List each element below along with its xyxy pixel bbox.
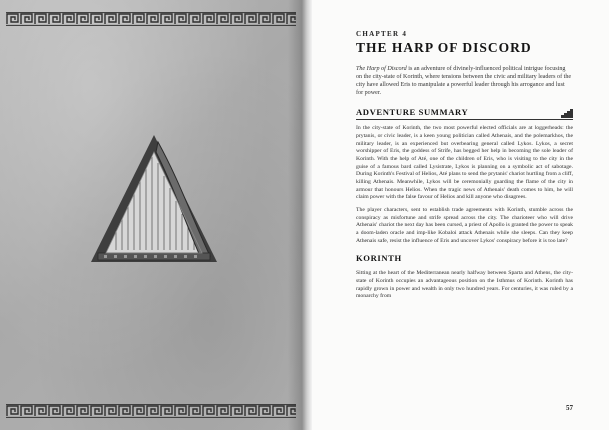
greek-meander-top-icon bbox=[6, 12, 296, 26]
intro-title: The Harp of Discord bbox=[356, 66, 407, 72]
harp-triangle-icon bbox=[88, 132, 220, 267]
chapter-title: THE HARP OF DISCORD bbox=[356, 40, 532, 55]
summary-paragraph-1: In the city-state of Korinth, the two most powerful elected officials are at loggerheads: the prytanis, or civic leader, is a keen young politician called Athenais, and the polemarkhos, the military leader, is an experienced but overbearing general called Lykos. Lykos, a secret worshipper of Eris, the goddess of Strife, has begged her help in becoming the sole leader of Korinth. With the help of Até, one of the children of Eris, who is visiting to the city in the guise of a famous bard called Lysistrate, Lykos is planning on a symbolic act of sabotage. During Korinth's Festival of Helios, Até plans to send the prytanis' chariot hurtling from a cliff, killing Athenais. Meanwhile, Lykos will be ceremonially guarding the flame of the city in armour that honours Helios. When the tragic news of Athenais' death comes to him, he will claim power with the false favour of Helios and kill anyone who disagrees. bbox=[356, 125, 573, 201]
section-heading-text: ADVENTURE SUMMARY bbox=[356, 107, 469, 118]
greek-meander-bottom-icon bbox=[6, 404, 296, 418]
chapter-label: CHAPTER 4 bbox=[356, 30, 408, 38]
right-page bbox=[312, 0, 609, 430]
section-heading-adventure-summary bbox=[356, 107, 573, 120]
intro-text: is an adventure of divinely-influenced political intrigue focusing on the city-state of Korinth, where tensions between the civic and military leaders of the city have allowed Eris to manipulate a powerful leader through his arrogance and lust for power. bbox=[356, 66, 572, 97]
intro-paragraph bbox=[356, 65, 573, 97]
heading-step-ornament-icon bbox=[561, 109, 573, 118]
left-page bbox=[0, 0, 302, 430]
book-gutter bbox=[302, 0, 312, 430]
summary-paragraph-2: The player characters, sent to establish trade agreements with Korinth, stumble across the conspiracy as misfortune and strife spread across the city. The charioteer who will drive Athenais' chariot the next day has been cursed, a priest of Apollo is granted the power to speak a doom-laden oracle and imp-like Kobaloi attack Athenais while she sleeps. Can they keep Athenais safe, resist the influence of Eris and uncover Lykos' conspiracy before it is too late? bbox=[356, 206, 573, 244]
section-heading-korinth: KORINTH bbox=[356, 253, 402, 264]
korinth-paragraph: Sitting at the heart of the Mediterranean nearly halfway between Sparta and Athens, the city-state of Korinth occupies an advantageous position on the Isthmus of Korinth. Korinth has rapidly grown in power and wealth in only two hundred years. For centuries, it was ruled by a monarchy from bbox=[356, 270, 573, 300]
page-number: 57 bbox=[566, 404, 573, 412]
